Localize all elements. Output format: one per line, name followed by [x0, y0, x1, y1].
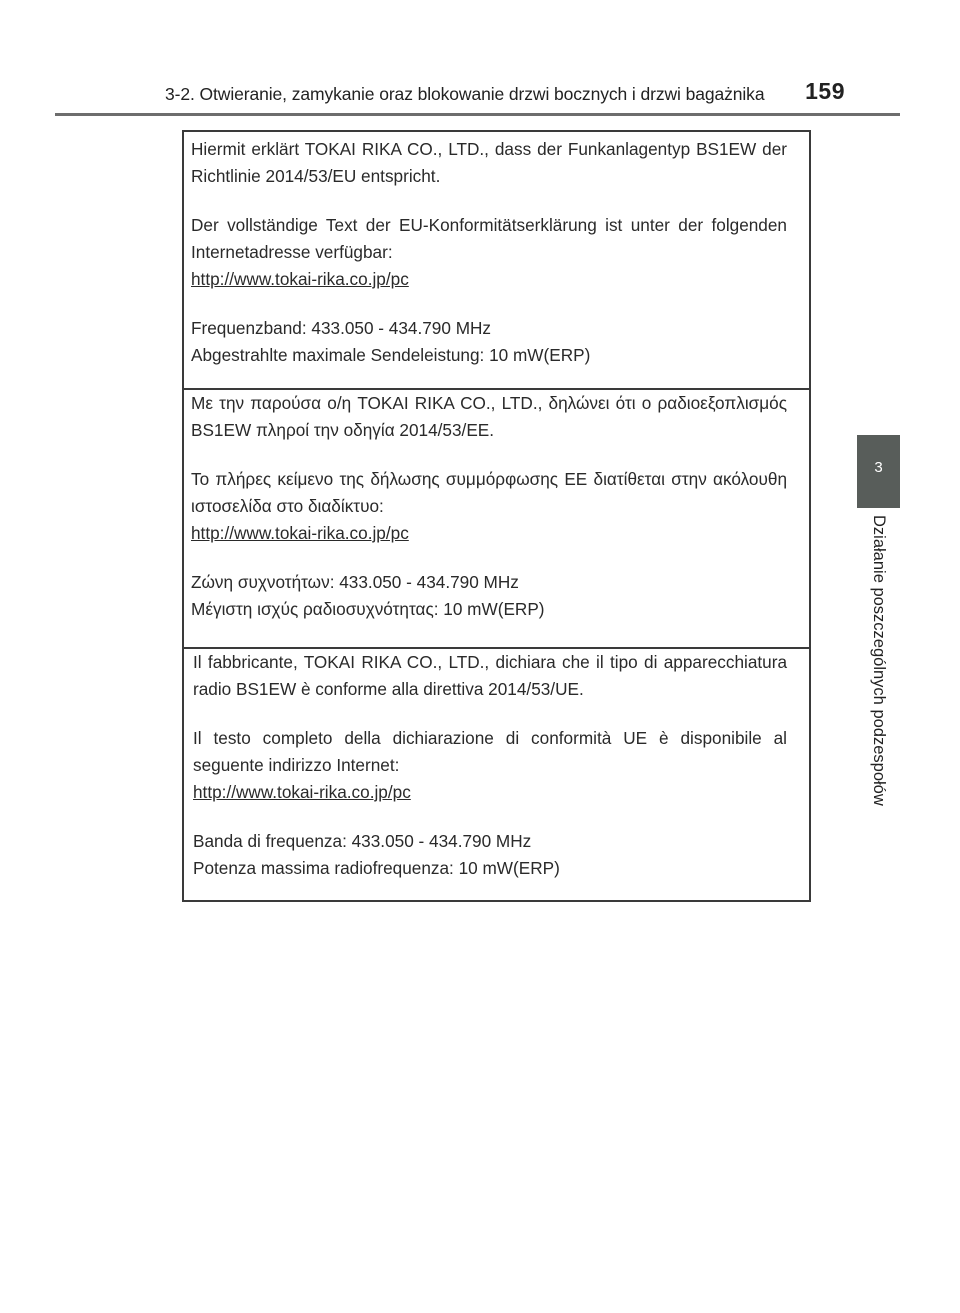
- availability-text: Der vollständige Text der EU-Konformitätserklärung ist unter der folgenden Internetadresse verfügbar:: [191, 215, 787, 262]
- frequency-text: Ζώνη συχνοτήτων: 433.050 - 434.790 MHz: [191, 572, 519, 592]
- page-header: [55, 78, 900, 112]
- availability-text: Το πλήρες κείμενο της δήλωσης συμμόρφωσης ΕΕ διατίθεται στην ακόλουθη ιστοσελίδα στο διαδίκτυο:: [191, 469, 787, 516]
- declaration-text: Hiermit erklärt TOKAI RIKA CO., LTD., dass der Funkanlagentyp BS1EW der Richtlinie 2014/53/EU entspricht.: [191, 139, 787, 186]
- declaration-box: [182, 130, 811, 902]
- declaration-link[interactable]: http://www.tokai-rika.co.jp/pc: [191, 269, 409, 289]
- power-text: Abgestrahlte maximale Sendeleistung: 10 mW(ERP): [191, 345, 591, 365]
- availability-text: Il testo completo della dichiarazione di conformità UE è disponibile al seguente indirizzo Internet:: [193, 728, 787, 775]
- declaration-link[interactable]: http://www.tokai-rika.co.jp/pc: [193, 782, 411, 802]
- chapter-label: Działanie poszczególnych podzespołów: [870, 515, 888, 806]
- declaration-text: Με την παρούσα ο/η TOKAI RIKA CO., LTD., δηλώνει ότι ο ραδιοεξοπλισμός BS1EW πληροί την οδηγία 2014/53/ΕΕ.: [191, 393, 787, 440]
- declaration-section-greek: [184, 390, 809, 649]
- power-text: Potenza massima radiofrequenza: 10 mW(ERP): [193, 858, 560, 878]
- header-divider: [55, 113, 900, 116]
- declaration-section-italian: [184, 649, 809, 900]
- declaration-section-german: [184, 136, 809, 390]
- page-number: 159: [805, 78, 845, 104]
- frequency-text: Frequenzband: 433.050 - 434.790 MHz: [191, 318, 492, 338]
- power-text: Μέγιστη ισχύς ραδιοσυχνότητας: 10 mW(ERP): [191, 599, 545, 619]
- chapter-tab: 3: [857, 435, 900, 508]
- section-title: 3-2. Otwieranie, zamykanie oraz blokowanie drzwi bocznych i drzwi bagażnika: [165, 84, 765, 104]
- declaration-link[interactable]: http://www.tokai-rika.co.jp/pc: [191, 523, 409, 543]
- declaration-text: Il fabbricante, TOKAI RIKA CO., LTD., dichiara che il tipo di apparecchiatura radio BS1EW è conforme alla direttiva 2014/53/UE.: [193, 652, 787, 699]
- frequency-text: Banda di frequenza: 433.050 - 434.790 MHz: [193, 831, 532, 851]
